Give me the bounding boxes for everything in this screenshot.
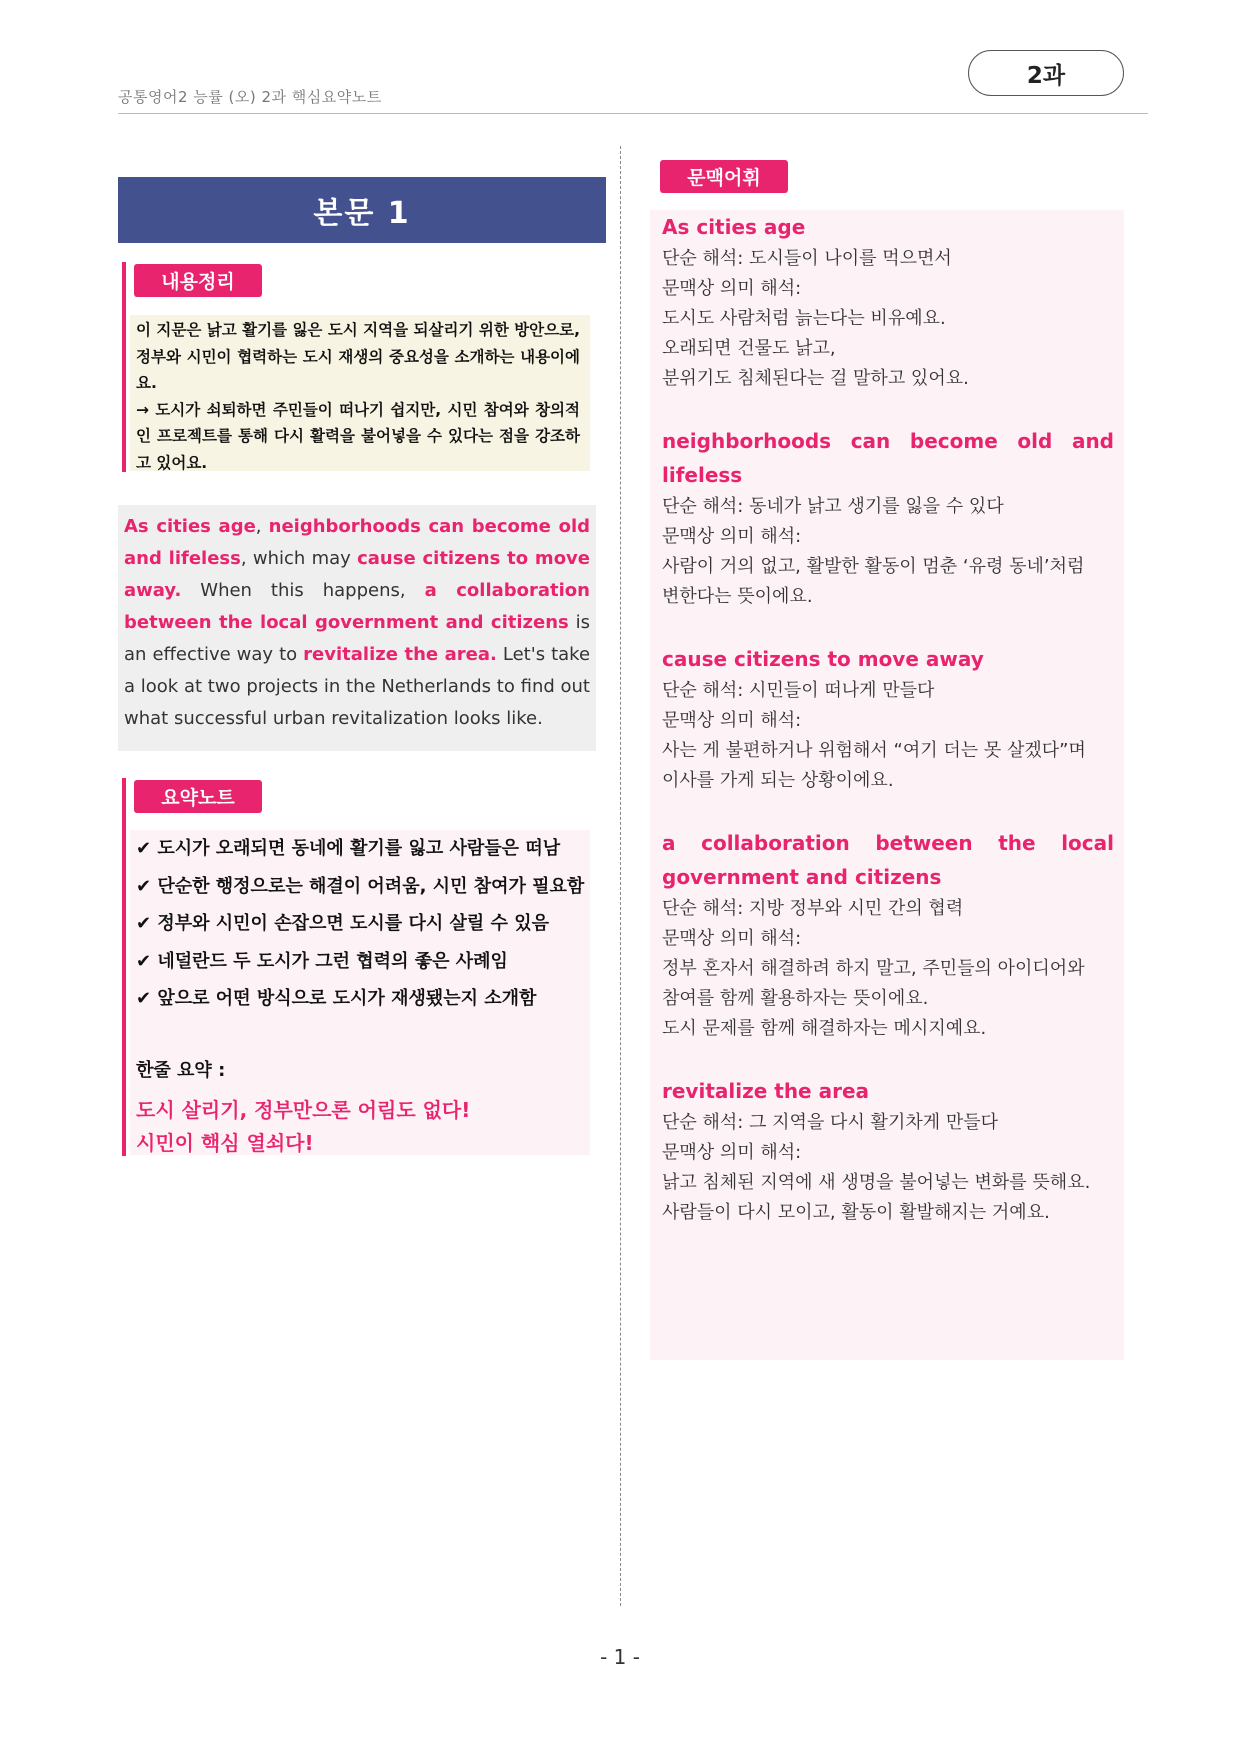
vocab-line: 도시도 사람처럼 늙는다는 비유예요. xyxy=(662,308,946,329)
vocab-entry xyxy=(662,424,1114,612)
vocab-line: 단순 해석: 그 지역을 다시 활기차게 만들다 xyxy=(662,1112,998,1133)
column-divider xyxy=(620,146,621,1606)
header-divider xyxy=(118,113,1148,114)
vocab-line: 단순 해석: 지방 정부와 시민 간의 협력 xyxy=(662,898,964,919)
vocab-head-continued: government and citizens xyxy=(662,865,942,889)
content-summary-text-2: → 도시가 쇠퇴하면 주민들이 떠나기 쉽지만, 시민 참여와 창의적인 프로젝트를 통해 다시 활력을 불어넣을 수 있다는 점을 강조하고 있어요. xyxy=(136,400,580,472)
vocab-line: 낡고 침체된 지역에 새 생명을 불어넣는 변화를 뜻해요. xyxy=(662,1172,1091,1193)
passage-phrase: As cities age xyxy=(124,516,256,537)
content-summary-text: 이 지문은 낡고 활기를 잃은 도시 지역을 되살리기 위한 방안으로, 정부와 시민이 협력하는 도시 재생의 중요성을 소개하는 내용이에요. xyxy=(136,321,580,392)
vocab-line: 문맥상 의미 해석: xyxy=(662,1142,802,1163)
page-number: - 1 - xyxy=(600,1645,640,1669)
summary-notes-accent-bar xyxy=(122,778,126,1156)
passage-phrase: revitalize the area. xyxy=(303,644,497,665)
summary-note-item: ✔ 단순한 행정으로는 해결이 어려움, 시민 참여가 필요함 xyxy=(136,875,585,897)
vocab-head: cause citizens to move away xyxy=(662,647,984,671)
vocab-line: 사는 게 불편하거나 위험해서 “여기 더는 못 살겠다”며 xyxy=(662,740,1086,761)
one-line-summary-line-1: 도시 살리기, 정부만으론 어림도 없다! xyxy=(136,1097,471,1122)
vocab-entry xyxy=(662,826,1114,1044)
summary-note-item: ✔ 정부와 시민이 손잡으면 도시를 다시 살릴 수 있음 xyxy=(136,913,549,934)
vocab-line: 분위기도 침체된다는 걸 말하고 있어요. xyxy=(662,368,969,389)
content-summary-accent-bar xyxy=(122,262,126,472)
vocab-line: 도시 문제를 함께 해결하자는 메시지예요. xyxy=(662,1018,987,1039)
passage-text: , which may xyxy=(240,548,358,569)
vocab-line: 이사를 가게 되는 상황이에요. xyxy=(662,770,894,791)
lesson-badge: 2과 xyxy=(968,50,1124,96)
vocab-line: 단순 해석: 도시들이 나이를 먹으면서 xyxy=(662,248,952,269)
vocab-line: 변한다는 뜻이에요. xyxy=(662,586,813,607)
vocab-head: a collaboration between the local xyxy=(662,831,1114,855)
vocab-tag: 문맥어휘 xyxy=(660,160,788,193)
vocab-line: 단순 해석: 시민들이 떠나게 만들다 xyxy=(662,680,935,701)
vocab-entry xyxy=(662,1074,1114,1228)
vocab-line: 문맥상 의미 해석: xyxy=(662,710,802,731)
content-summary-tag: 내용정리 xyxy=(134,264,262,297)
vocab-line: 사람들이 다시 모이고, 활동이 활발해지는 거예요. xyxy=(662,1202,1050,1223)
vocab-entry xyxy=(662,210,1114,394)
summary-note-item: ✔ 네덜란드 두 도시가 그런 협력의 좋은 사례임 xyxy=(136,950,508,972)
vocab-line: 정부 혼자서 해결하려 하지 말고, 주민들의 아이디어와 xyxy=(662,958,1085,979)
vocab-head: neighborhoods can become old and lifeless xyxy=(662,429,1114,487)
vocab-line: 문맥상 의미 해석: xyxy=(662,928,802,949)
passage-phrase: a collaboration between the local government and citizens xyxy=(124,580,590,633)
summary-note-item: ✔ 도시가 오래되면 동네에 활기를 잃고 사람들은 떠남 xyxy=(136,838,561,859)
section-title: 본문 1 xyxy=(118,177,606,243)
content-summary-box xyxy=(130,315,590,471)
vocab-line: 사람이 거의 없고, 활발한 활동이 멈춘 ‘유령 동네’처럼 xyxy=(662,556,1085,577)
passage-text: is an effective way to xyxy=(124,612,590,665)
one-line-summary-label: 한줄 요약 : xyxy=(136,1059,226,1081)
vocab-line: 오래되면 건물도 낡고, xyxy=(662,338,836,359)
vocab-line: 단순 해석: 동네가 낡고 생기를 잃을 수 있다 xyxy=(662,496,1004,517)
passage-phrase: neighborhoods can become old and lifeless xyxy=(124,516,590,569)
summary-note-item: ✔ 앞으로 어떤 방식으로 도시가 재생됐는지 소개함 xyxy=(136,988,537,1009)
passage-text: When this happens, xyxy=(181,580,425,601)
vocab-entry xyxy=(662,642,1114,796)
document-header-title: 공통영어2 능률 (오) 2과 핵심요약노트 xyxy=(118,88,382,106)
vocab-line: 문맥상 의미 해석: xyxy=(662,526,802,547)
passage-box xyxy=(118,505,596,751)
passage-text: Let's take a look at two projects in the Netherlands to find out what successful urban revitalization looks like. xyxy=(124,644,591,729)
summary-notes-box xyxy=(130,830,590,1155)
vocab-head: As cities age xyxy=(662,215,806,239)
one-line-summary-line-2: 시민이 핵심 열쇠다! xyxy=(136,1130,314,1155)
passage-text: , xyxy=(255,516,269,537)
vocab-head: revitalize the area xyxy=(662,1079,870,1103)
vocab-box xyxy=(650,210,1124,1360)
one-line-summary-text xyxy=(136,1094,584,1160)
vocab-line: 문맥상 의미 해석: xyxy=(662,278,802,299)
vocab-line: 참여를 함께 활용하자는 뜻이에요. xyxy=(662,988,929,1009)
summary-notes-tag: 요약노트 xyxy=(134,780,262,813)
passage-phrase: cause citizens to move away. xyxy=(124,548,590,601)
